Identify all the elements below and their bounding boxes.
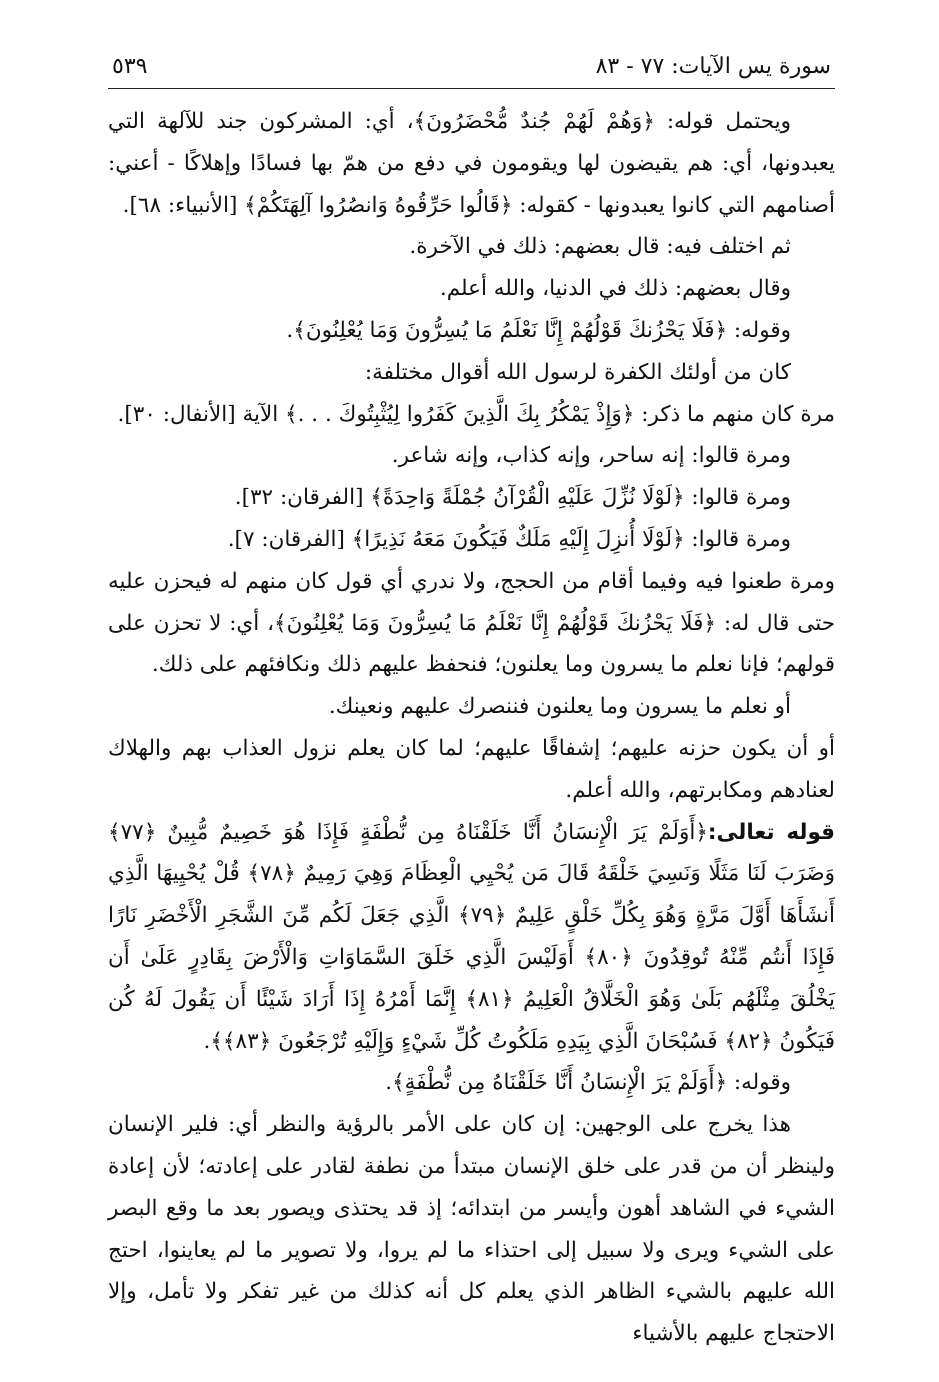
page-body: [108, 101, 835, 1355]
paragraph: أو أن يكون حزنه عليهم؛ إشفاقًا عليهم؛ لما كان يعلم نزول العذاب بهم والهلاك لعنادهم ومكابرتهم، والله أعلم.: [108, 735, 835, 803]
paragraph: مرة كان منهم ما ذكر: ﴿وَإِذْ يَمْكُرُ بِكَ الَّذِينَ كَفَرُوا لِيُثْبِتُوكَ . . .﴾ الآية [الأنفال: ٣٠].: [117, 401, 835, 427]
paragraph: أو نعلم ما يسرون وما يعلنون فننصرك عليهم ونعينك.: [328, 694, 791, 720]
verse-text: ﴿أَوَلَمْ يَرَ الْإِنسَانُ أَنَّا خَلَقْنَاهُ مِن نُّطْفَةٍ فَإِذَا هُوَ خَصِيمٌ مُّبِينٌ ﴿٧٧﴾ وَضَرَبَ لَنَا مَثَلًا وَنَسِيَ خَلْقَهُ قَالَ مَن يُحْيِي الْعِظَامَ وَهِيَ رَمِيمٌ ﴿٧٨﴾ قُلْ يُحْيِيهَا الَّذِي أَنشَأَهَا أَوَّلَ مَرَّةٍ وَهُوَ بِكُلِّ خَلْقٍ عَلِيمٌ ﴿٧٩﴾ الَّذِي جَعَلَ لَكُم مِّنَ الشَّجَرِ الْأَخْضَرِ نَارًا فَإِذَا أَنتُم مِّنْهُ تُوقِدُونَ ﴿٨٠﴾ أَوَلَيْسَ الَّذِي خَلَقَ السَّمَاوَاتِ وَالْأَرْضَ بِقَادِرٍ عَلَىٰ أَن يَخْلُقَ مِثْلَهُم بَلَىٰ وَهُوَ الْخَلَّاقُ الْعَلِيمُ ﴿٨١﴾ إِنَّمَا أَمْرُهُ إِذَا أَرَادَ شَيْئًا أَن يَقُولَ لَهُ كُن فَيَكُونُ ﴿٨٢﴾ فَسُبْحَانَ الَّذِي بِيَدِهِ مَلَكُوتُ كُلِّ شَيْءٍ وَإِلَيْهِ تُرْجَعُونَ ﴿٨٣﴾﴾.: [108, 819, 836, 1054]
paragraph: وقوله: ﴿فَلَا يَحْزُنكَ قَوْلُهُمْ إِنَّا نَعْلَمُ مَا يُسِرُّونَ وَمَا يُعْلِنُونَ﴾.: [286, 317, 791, 343]
running-title: سورة يس الآيات: ٧٧ - ٨٣: [595, 54, 831, 79]
paragraph: وقال بعضهم: ذلك في الدنيا، والله أعلم.: [439, 276, 791, 302]
paragraph: ثم اختلف فيه: قال بعضهم: ذلك في الآخرة.: [409, 234, 791, 260]
page-header: [108, 52, 835, 89]
paragraph: ومرة طعنوا فيه وفيما أقام من الحجج، ولا ندري أي قول كان منهم له فيحزن عليه حتى قال له: ﴿فَلَا يَحْزُنكَ قَوْلُهُمْ إِنَّا نَعْلَمُ مَا يُسِرُّونَ وَمَا يُعْلِنُونَ﴾، أي: لا تحزن على قولهم؛ فإنا نعلم ما يسرون وما يعلنون؛ فنحفظ عليهم ذلك ونكافئهم على ذلك.: [108, 568, 835, 678]
paragraph: هذا يخرج على الوجهين: إن كان على الأمر بالرؤية والنظر أي: فلير الإنسان ولينظر أن من قدر على خلق الإنسان مبتدأ من نطفة لقادر على إعادته؛ لأن إعادة الشيء في الشاهد أهون وأيسر من ابتدائه؛ إذ قد يحتذى ويصور بعد ما وقع البصر على الشيء ويرى ولا سبيل إلى احتذاء ما لم يروا، ولا تصوير ما لم يعاينوا، احتج الله عليهم بالشيء الظاهر الذي يعلم كل أنه كذلك من غير تفكر ولا تأمل، وإلا الاحتجاج عليهم بالأشياء: [108, 1112, 835, 1347]
paragraph: ومرة قالوا: ﴿لَوْلَا أُنزِلَ إِلَيْهِ مَلَكٌ فَيَكُونَ مَعَهُ نَذِيرًا﴾ [الفرقان: ٧].: [227, 526, 791, 552]
quran-verse-block: [108, 812, 835, 1063]
paragraph: ويحتمل قوله: ﴿وَهُمْ لَهُمْ جُندٌ مُّحْضَرُونَ﴾، أي: المشركون جند للآلهة التي يعبدونها، أي: هم يقيضون لها ويقومون في دفع من همّ بها فسادًا وإهلاكًا - أعني: أصنامهم التي كانوا يعبدونها - كقوله: ﴿قَالُوا حَرِّقُوهُ وَانصُرُوا آلِهَتَكُمْ﴾ [الأنبياء: ٦٨].: [108, 109, 835, 218]
paragraph: ومرة قالوا: ﴿لَوْلَا نُزِّلَ عَلَيْهِ الْقُرْآنُ جُمْلَةً وَاحِدَةً﴾ [الفرقان: ٣٢].: [234, 485, 791, 511]
paragraph: كان من أولئك الكفرة لرسول الله أقوال مختلفة:: [364, 359, 791, 385]
verse-label: قوله تعالى:: [707, 819, 836, 845]
paragraph: وقوله: ﴿أَوَلَمْ يَرَ الْإِنسَانُ أَنَّا خَلَقْنَاهُ مِن نُّطْفَةٍ﴾.: [385, 1070, 791, 1096]
page-number: ٥٣٩: [112, 54, 148, 79]
paragraph: ومرة قالوا: إنه ساحر، وإنه كذاب، وإنه شاعر.: [391, 443, 791, 469]
